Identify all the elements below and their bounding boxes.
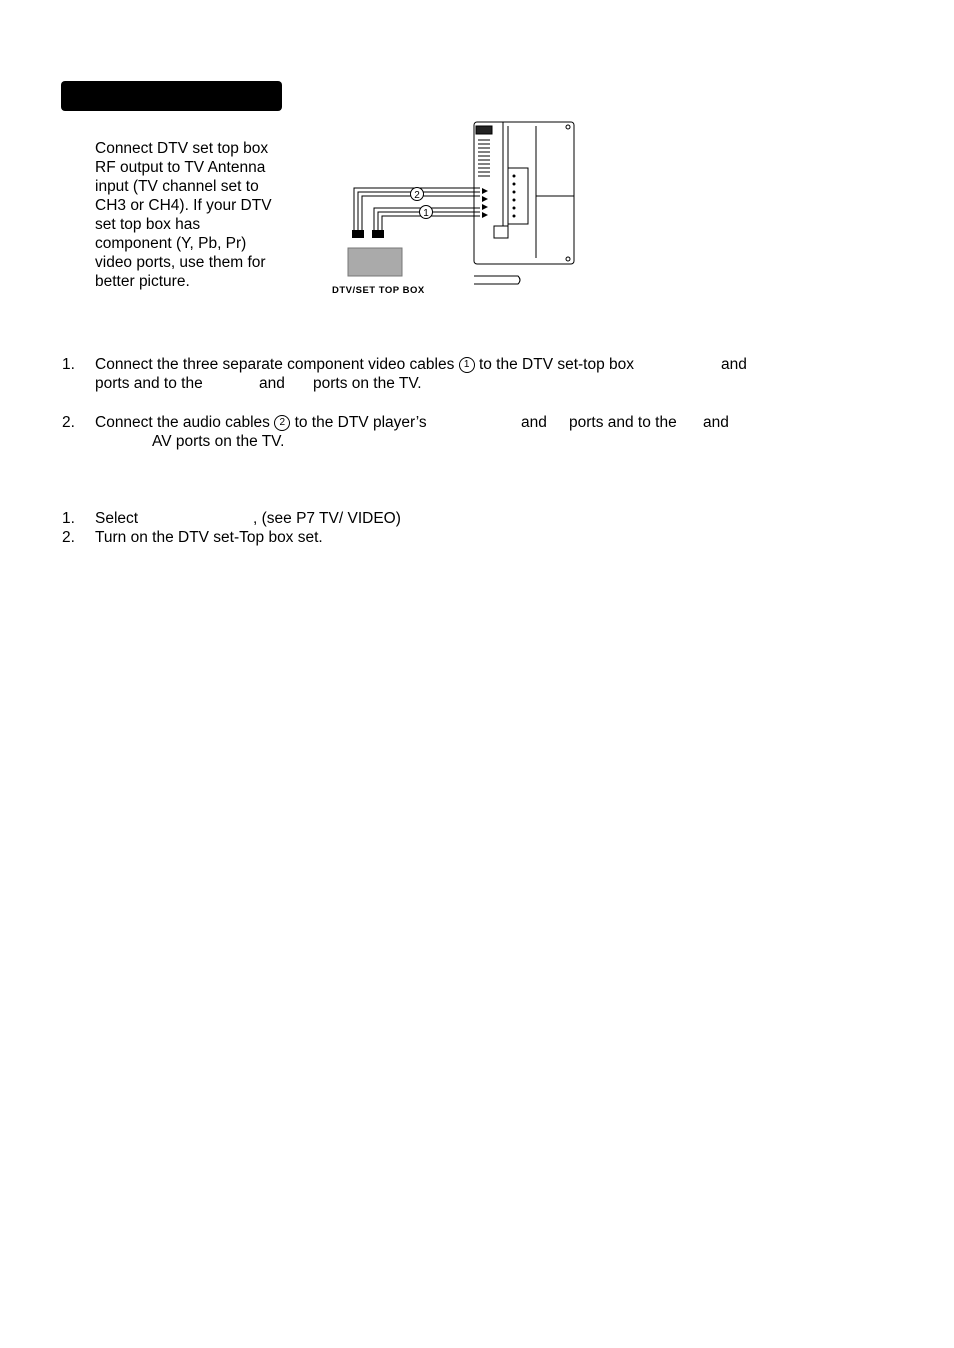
intro-line: CH3 or CH4). If your DTV <box>95 197 272 214</box>
step-text: AV ports on the TV. <box>152 433 285 450</box>
step-text: and <box>703 414 729 431</box>
step-number: 2. <box>62 414 75 431</box>
box-label: DTV/SET TOP BOX <box>332 285 425 296</box>
step-number: 2. <box>62 529 75 546</box>
callout-2: 2 <box>414 190 420 201</box>
step-text: ports and to the <box>569 414 677 431</box>
step-text: Connect the audio cables 2 to the DTV player’s <box>95 414 427 431</box>
step-text: Connect the three separate component video cables 1 to the DTV set-top box <box>95 356 635 373</box>
step-text: ports on the TV. <box>313 375 422 392</box>
step-text: and <box>721 356 747 373</box>
step-text: and <box>521 414 547 431</box>
step-text: Select <box>95 510 139 527</box>
step-number: 1. <box>62 356 75 373</box>
callout-1: 1 <box>423 208 429 219</box>
connection-diagram <box>318 118 588 302</box>
set-top-box <box>348 248 402 276</box>
intro-paragraph <box>95 139 295 291</box>
intro-line: component (Y, Pb, Pr) <box>95 235 247 252</box>
step-text: and <box>259 375 285 392</box>
step-text: Turn on the DTV set-Top box set. <box>95 529 323 546</box>
step-text: , (see P7 TV/ VIDEO) <box>253 510 401 527</box>
intro-line: RF output to TV Antenna <box>95 159 266 176</box>
circled-number: 1 <box>459 357 475 373</box>
section-header-bar <box>61 81 282 111</box>
step-text: ports and to the <box>95 375 203 392</box>
cable-plugs <box>352 230 384 238</box>
circled-number: 2 <box>274 415 290 431</box>
tv-back-panel <box>474 122 574 284</box>
intro-line: better picture. <box>95 273 190 290</box>
intro-line: video ports, use them for <box>95 254 266 271</box>
step-number: 1. <box>62 510 75 527</box>
intro-line: set top box has <box>95 216 201 233</box>
intro-line: Connect DTV set top box <box>95 140 269 157</box>
intro-line: input (TV channel set to <box>95 178 259 195</box>
